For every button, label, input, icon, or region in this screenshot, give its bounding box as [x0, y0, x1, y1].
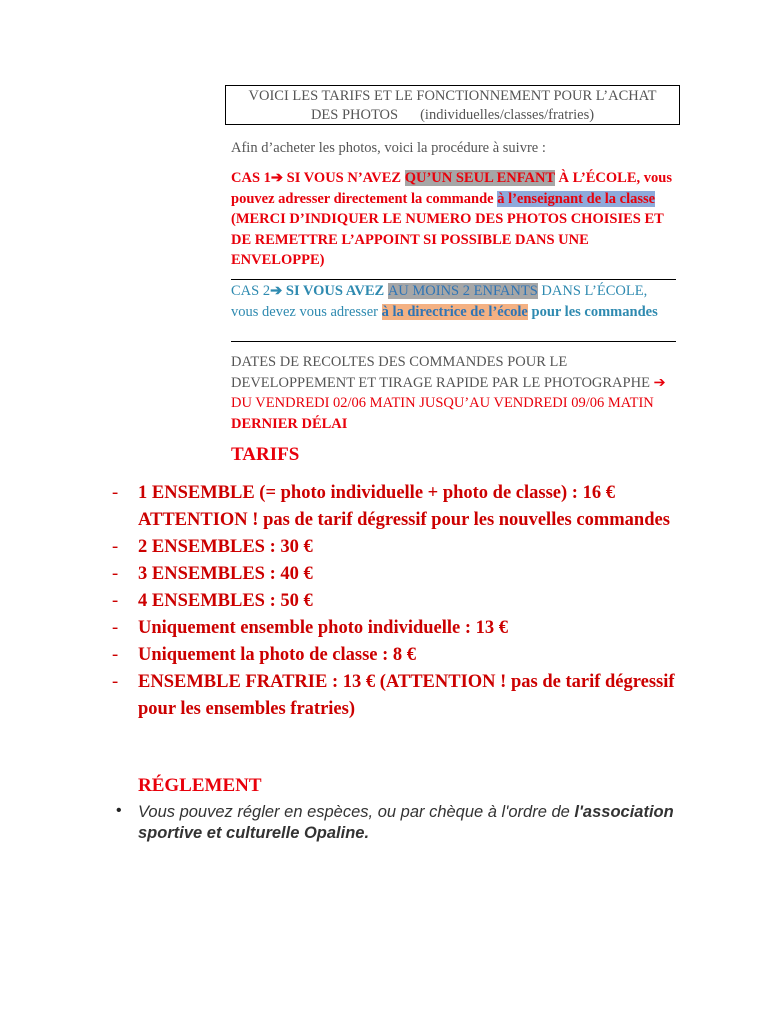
case-2-label: CAS 2 — [231, 283, 271, 299]
arrow-right-icon: ➔ — [270, 170, 284, 186]
title-line-2-b: (individuelles/classes/fratries) — [420, 107, 595, 123]
list-item — [112, 480, 712, 534]
case-2-text-3: pour les commandes — [527, 303, 658, 320]
case-1-label: CAS 1 — [231, 170, 271, 186]
reglement-text: Vous pouvez régler en espèces, ou par chèque à l'ordre de — [138, 803, 575, 821]
arrow-right-icon: ➔ — [270, 283, 283, 299]
tariff-text: Uniquement ensemble photo individuelle : 13 € — [138, 618, 509, 638]
case-1-paragraph — [231, 168, 675, 271]
case-2-highlight-director: à la directrice de l’école — [381, 303, 528, 320]
case-1-highlight-teacher: à l’enseignant de la classe — [497, 190, 656, 207]
list-item — [112, 642, 712, 669]
divider-bottom — [231, 341, 676, 342]
list-item — [112, 534, 712, 561]
case-2-highlight-two-children: AU MOINS 2 ENFANTS — [387, 283, 538, 299]
case-1-text-1: SI VOUS N’AVEZ — [283, 170, 405, 186]
tarifs-heading: TARIFS — [231, 444, 300, 465]
case-1-text-3: (MERCI D’INDIQUER LE NUMERO DES PHOTOS CHOISIES ET DE REMETTRE L’APPOINT SI POSSIBLE DANS UNE ENVELOPPE) — [231, 211, 664, 268]
tariff-text: ENSEMBLE FRATRIE : 13 € (ATTENTION ! pas de tarif dégressif pour les ensembles fratries) — [138, 672, 675, 719]
title-box — [225, 85, 680, 125]
dates-text-2: DU VENDREDI 02/06 MATIN JUSQU’AU VENDREDI 09/06 MATIN — [231, 395, 654, 411]
dash-bullet: - — [112, 672, 119, 692]
tariff-text: 1 ENSEMBLE (= photo individuelle + photo de classe) : 16 € ATTENTION ! pas de tarif dégressif pour les nouvelles commandes — [138, 483, 670, 530]
reglement-heading: RÉGLEMENT — [138, 775, 262, 796]
tariff-list — [112, 480, 712, 723]
list-item — [112, 588, 712, 615]
bullet-icon: • — [116, 802, 122, 819]
list-item — [112, 561, 712, 588]
dash-bullet: - — [112, 537, 119, 557]
reglement-item — [116, 802, 676, 843]
title-line-2 — [226, 106, 679, 125]
case-2-text-1: SI VOUS AVEZ — [282, 283, 388, 299]
dates-deadline: DERNIER DÉLAI — [231, 415, 348, 432]
title-line-2-a: DES PHOTOS — [310, 107, 399, 123]
case-2-paragraph — [231, 281, 675, 322]
reglement-association: l'association sportive et culturelle Opaline. — [138, 803, 674, 842]
arrow-right-icon: ➔ — [653, 374, 666, 391]
dash-bullet: - — [112, 645, 119, 665]
intro-text: Afin d’acheter les photos, voici la procédure à suivre : — [231, 140, 546, 156]
case-2-text-2: DANS L’ÉCOLE, vous devez vous adresser — [231, 283, 648, 320]
tariff-text: Uniquement la photo de classe : 8 € — [138, 645, 417, 665]
dates-text-1: DATES DE RECOLTES DES COMMANDES POUR LE DEVELOPPEMENT ET TIRAGE RAPIDE PAR LE PHOTOGRAPHE — [231, 354, 654, 391]
title-line-1: VOICI LES TARIFS ET LE FONCTIONNEMENT POUR L’ACHAT — [248, 88, 657, 104]
dash-bullet: - — [112, 564, 119, 584]
list-item — [112, 615, 712, 642]
dash-bullet: - — [112, 591, 119, 611]
case-1-text-2: À L’ÉCOLE, vous pouvez adresser directement la commande — [231, 170, 672, 207]
tariff-text: 4 ENSEMBLES : 50 € — [138, 591, 313, 611]
dash-bullet: - — [112, 618, 119, 638]
divider-top — [231, 279, 676, 280]
dash-bullet: - — [112, 483, 119, 503]
tariff-text: 3 ENSEMBLES : 40 € — [138, 564, 313, 584]
reglement-text-wrap — [116, 802, 676, 843]
case-1-highlight-one-child: QU’UN SEUL ENFANT — [404, 170, 555, 186]
dates-paragraph — [231, 352, 681, 434]
tariff-text: 2 ENSEMBLES : 30 € — [138, 537, 313, 557]
list-item — [112, 669, 712, 723]
